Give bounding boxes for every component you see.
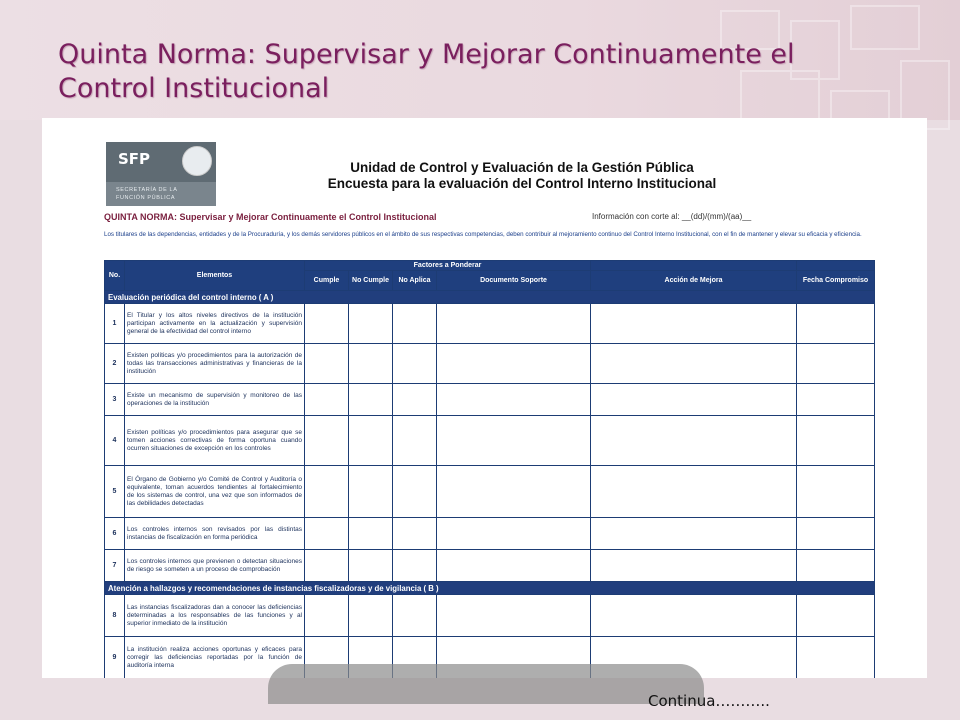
answer-cell bbox=[591, 384, 797, 416]
answer-cell bbox=[797, 344, 875, 384]
answer-cell bbox=[349, 595, 393, 637]
answer-cell bbox=[437, 304, 591, 344]
slide-title-line2: Control Institucional bbox=[58, 73, 330, 104]
row-element-text: La institución realiza acciones oportunas y eficaces para corregir las deficiencias reportadas por la función de auditoría interna bbox=[125, 637, 305, 679]
answer-cell bbox=[797, 595, 875, 637]
header-no-cumple: No Cumple bbox=[349, 271, 393, 291]
table-row bbox=[105, 466, 875, 518]
answer-cell bbox=[591, 518, 797, 550]
answer-cell bbox=[437, 384, 591, 416]
answer-cell bbox=[797, 518, 875, 550]
answer-cell bbox=[305, 344, 349, 384]
answer-cell bbox=[305, 595, 349, 637]
row-element-text: Existe un mecanismo de supervisión y monitoreo de las operaciones de la institución bbox=[125, 384, 305, 416]
sfp-logo bbox=[106, 142, 216, 206]
table-row bbox=[105, 518, 875, 550]
answer-cell bbox=[305, 550, 349, 582]
row-number: 4 bbox=[105, 416, 125, 466]
answer-cell bbox=[305, 304, 349, 344]
answer-cell bbox=[437, 518, 591, 550]
row-element-text: Existen políticas y/o procedimientos para asegurar que se tomen acciones correctivas de forma oportuna cuando ocurren situaciones de excepción en los controles bbox=[125, 416, 305, 466]
header-no-aplica: No Aplica bbox=[393, 271, 437, 291]
answer-cell bbox=[349, 384, 393, 416]
row-element-text: Las instancias fiscalizadoras dan a conocer las deficiencias determinadas a los responsables de las funciones y al superior inmediato de la institución bbox=[125, 595, 305, 637]
answer-cell bbox=[305, 384, 349, 416]
answer-cell bbox=[437, 595, 591, 637]
answer-cell bbox=[437, 550, 591, 582]
document-image bbox=[42, 118, 927, 678]
answer-cell bbox=[591, 416, 797, 466]
header-elementos: Elementos bbox=[125, 261, 305, 291]
header-spacer bbox=[591, 261, 797, 271]
header-fecha: Fecha Compromiso bbox=[797, 271, 875, 291]
answer-cell bbox=[591, 304, 797, 344]
answer-cell bbox=[393, 550, 437, 582]
norma-label: QUINTA NORMA: Supervisar y Mejorar Continuamente el Control Institucional bbox=[104, 212, 437, 222]
header-spacer bbox=[797, 261, 875, 271]
answer-cell bbox=[393, 595, 437, 637]
answer-cell bbox=[393, 466, 437, 518]
section-a-heading: Evaluación periódica del control interno ( A ) bbox=[105, 291, 875, 304]
answer-cell bbox=[393, 344, 437, 384]
logo-subtitle-line1: SECRETARÍA DE LA bbox=[116, 187, 178, 193]
row-number: 6 bbox=[105, 518, 125, 550]
row-element-text: Existen políticas y/o procedimientos para la autorización de todas las transacciones administrativas y financieras de la institución bbox=[125, 344, 305, 384]
section-b-heading: Atención a hallazgos y recomendaciones de instancias fiscalizadoras y de vigilancia ( B ) bbox=[105, 582, 875, 595]
row-number: 9 bbox=[105, 637, 125, 679]
national-seal-icon bbox=[182, 146, 212, 176]
table-row bbox=[105, 550, 875, 582]
answer-cell bbox=[591, 595, 797, 637]
row-number: 8 bbox=[105, 595, 125, 637]
answer-cell bbox=[797, 304, 875, 344]
corte-label: Información con corte al: __(dd)/(mm)/(aa)__ bbox=[592, 212, 752, 221]
table-row bbox=[105, 304, 875, 344]
evaluation-table bbox=[104, 260, 875, 678]
answer-cell bbox=[393, 416, 437, 466]
answer-cell bbox=[393, 384, 437, 416]
intro-paragraph: Los titulares de las dependencias, entidades y de la Procuraduría, y los demás servidores públicos en el ámbito de sus respectivas competencias, deben contribuir al mejoramiento continuo del Control Interno Institucional, con el fin de mantener y elevar su eficacia y eficiencia. bbox=[104, 231, 862, 238]
continua-label: Continua……….. bbox=[648, 692, 770, 710]
answer-cell bbox=[797, 466, 875, 518]
answer-cell bbox=[349, 416, 393, 466]
slide-title bbox=[58, 38, 878, 106]
slide-title-line1: Quinta Norma: Supervisar y Mejorar Continuamente el bbox=[58, 39, 795, 70]
document-title bbox=[242, 160, 802, 191]
scroll-overlay bbox=[268, 664, 704, 704]
row-element-text: Los controles internos que previenen o detectan situaciones de riesgo se someten a un proceso de comprobación bbox=[125, 550, 305, 582]
answer-cell bbox=[591, 344, 797, 384]
header-cumple: Cumple bbox=[305, 271, 349, 291]
answer-cell bbox=[797, 416, 875, 466]
answer-cell bbox=[591, 550, 797, 582]
answer-cell bbox=[349, 466, 393, 518]
header-no: No. bbox=[105, 261, 125, 291]
answer-cell bbox=[393, 518, 437, 550]
answer-cell bbox=[437, 344, 591, 384]
table-row bbox=[105, 595, 875, 637]
answer-cell bbox=[349, 550, 393, 582]
document-title-line2: Encuesta para la evaluación del Control Interno Institucional bbox=[327, 176, 717, 191]
table-row bbox=[105, 384, 875, 416]
row-number: 7 bbox=[105, 550, 125, 582]
table-row bbox=[105, 416, 875, 466]
row-number: 1 bbox=[105, 304, 125, 344]
answer-cell bbox=[797, 550, 875, 582]
sfp-logo-text: SFP bbox=[118, 150, 151, 168]
header-documento: Documento Soporte bbox=[437, 271, 591, 291]
answer-cell bbox=[797, 637, 875, 679]
row-element-text: El Titular y los altos niveles directivos de la institución participan activamente en la actualización y supervisión general de la efectividad del control interno bbox=[125, 304, 305, 344]
row-number: 3 bbox=[105, 384, 125, 416]
row-element-text: El Órgano de Gobierno y/o Comité de Control y Auditoría o equivalente, toman acuerdos tendientes al fortalecimiento de los sistemas de control, una vez que son informados de las debilidades detectadas bbox=[125, 466, 305, 518]
answer-cell bbox=[305, 518, 349, 550]
answer-cell bbox=[591, 466, 797, 518]
row-number: 2 bbox=[105, 344, 125, 384]
document-title-line1: Unidad de Control y Evaluación de la Gestión Pública bbox=[350, 160, 694, 175]
table-row bbox=[105, 344, 875, 384]
answer-cell bbox=[393, 304, 437, 344]
answer-cell bbox=[305, 466, 349, 518]
answer-cell bbox=[349, 304, 393, 344]
header-accion: Acción de Mejora bbox=[591, 271, 797, 291]
answer-cell bbox=[437, 416, 591, 466]
answer-cell bbox=[797, 384, 875, 416]
row-number: 5 bbox=[105, 466, 125, 518]
answer-cell bbox=[349, 344, 393, 384]
answer-cell bbox=[349, 518, 393, 550]
logo-subtitle-line2: FUNCIÓN PÚBLICA bbox=[116, 195, 176, 201]
header-factores: Factores a Ponderar bbox=[305, 261, 591, 271]
row-element-text: Los controles internos son revisados por las distintas instancias de fiscalización en forma periódica bbox=[125, 518, 305, 550]
answer-cell bbox=[437, 466, 591, 518]
answer-cell bbox=[305, 416, 349, 466]
